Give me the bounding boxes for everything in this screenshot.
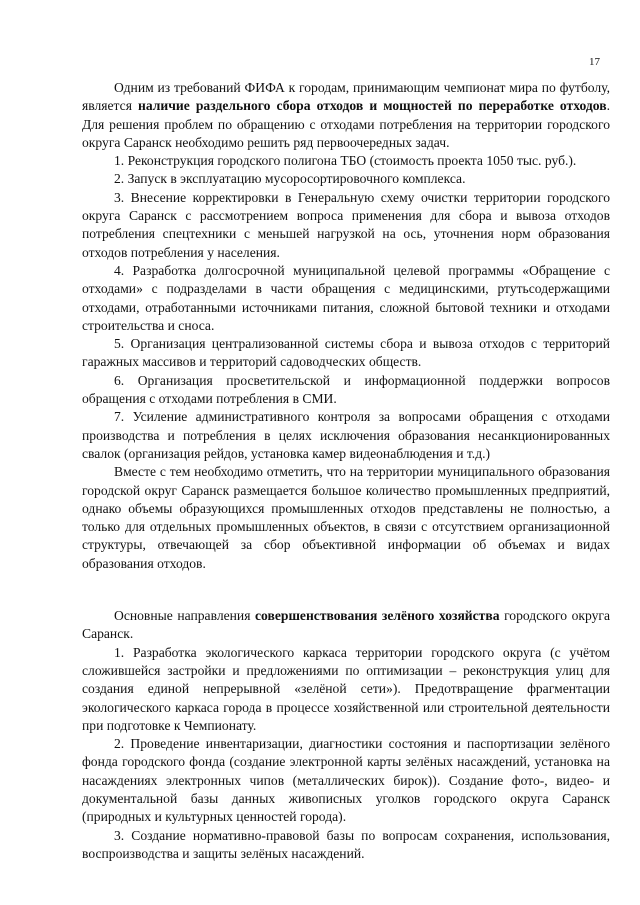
waste-task-item: 7. Усиление административного контроля за вопросами обращения с отходами производства и потребления в целях исключения образования несанкционированных свалок (организация рейдов, установка камер видеонаблюдения и т.д.) (82, 409, 610, 461)
waste-closing-paragraph: Вместе с тем необходимо отметить, что на территории муниципального образования городской округ Саранск размещается большое количество промышленных предприятий, однако объемы образующихся промышленных отходов представлены не полностью, а только для отдельных промышленных объектов, в связи с отсутствием организационной структуры, отвечающей за сбор объективной информации об объемах и видах образования отходов. (82, 464, 610, 571)
waste-intro-text: Одним из требований ФИФА к городам, принимающим чемпионат мира по футболу, является (82, 80, 610, 114)
waste-task-item: 2. Запуск в эксплуатацию мусоросортировочного комплекса. (114, 171, 466, 187)
greenery-intro-emphasis: совершенствования зелёного хозяйства (255, 608, 500, 624)
waste-task-item: 1. Реконструкция городского полигона ТБО (стоимость проекта 1050 тыс. руб.). (114, 153, 577, 169)
waste-task-item: 4. Разработка долгосрочной муниципальной целевой программы «Обращение с отходами» с подразделами в части обращения с медицинскими, ртутьсодержащими отходами, отработанными источниками питания, сложной бытовой техники и отходами строительства и сноса. (82, 262, 610, 333)
greenery-task-item: 1. Разработка экологического каркаса территории городского округа (с учётом сложившейся застройки и предложениями по оптимизации – реконструкция улиц для создания единой непрерывной «зелёной сети»). Предотвращение фрагментации экологического каркаса города в процессе хозяйственной или строительной деятельности при подготовке к Чемпионату. (82, 644, 610, 733)
waste-intro-emphasis: наличие раздельного сбора отходов и мощностей по переработке отходов (138, 98, 607, 114)
page-number: 17 (589, 56, 600, 68)
waste-task-item: 3. Внесение корректировки в Генеральную схему очистки территории городского округа Саранск с рассмотрением вопроса применения для сбора и вывоза отходов потребления спецтехники с меньшей нагрузкой на ось, уточнения норм образования отходов потребления у населения. (82, 189, 610, 260)
document-body (82, 79, 610, 863)
section-divider (82, 573, 610, 607)
waste-intro-text-end: . Для решения проблем по обращению с отходами потребления на территории городского округа Саранск необходимо решить ряд первоочередных задач. (82, 98, 610, 150)
waste-task-item: 5. Организация централизованной системы сбора и вывоза отходов с территорий гаражных массивов и территорий садоводческих обществ. (82, 336, 610, 370)
greenery-intro-text-end: городского округа Саранск. (82, 608, 610, 642)
waste-intro-paragraph (82, 79, 610, 152)
greenery-task-item: 2. Проведение инвентаризации, диагностики состояния и паспортизации зелёного фонда городского фонда (создание электронной карты зелёных насаждений, установка на насаждениях электронных чипов (металлических бирок)). Создание фото-, видео- и документальной базы данных живописных уголков городского округа Саранск (природных и культурных ценностей города). (82, 736, 610, 825)
waste-task-item: 6. Организация просветительской и информационной поддержки вопросов обращения с отходами потребления в СМИ. (82, 372, 610, 407)
greenery-task-item: 3. Создание нормативно-правовой базы по вопросам сохранения, использования, воспроизводства и защиты зелёных насаждений. (82, 827, 610, 861)
greenery-intro-paragraph (82, 607, 610, 644)
greenery-intro-text: Основные направления (114, 608, 256, 624)
